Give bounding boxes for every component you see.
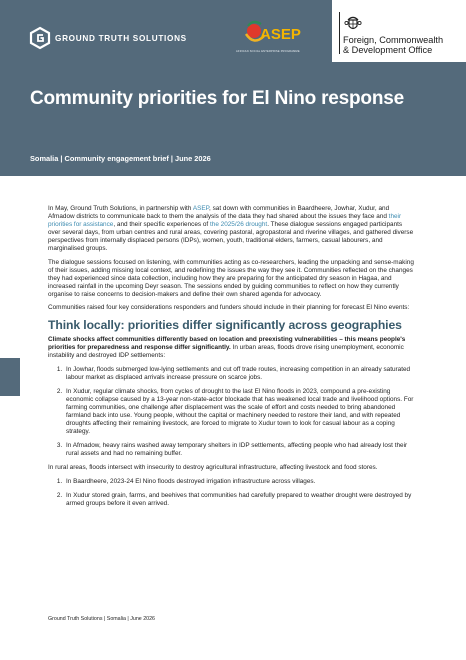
asep-logo: [236, 12, 301, 58]
page-footer: Ground Truth Solutions | Somalia | June 2026: [48, 616, 155, 622]
priorities-link[interactable]: their priorities for assistance: [48, 213, 402, 229]
intro-text-d: . These dialogue sessions engaged participants over several days, from urban centres and rural areas, covering pastoral, agropastoral and riverine villages, and gathered diverse perspectives from internally displaced persons (IDPs), women, youth, traditional elders, farmers, casual labourers, and marginalised groups.: [48, 221, 414, 253]
header-banner: [0, 0, 466, 176]
fcdo-logo-text: [343, 35, 443, 56]
section-lead-rest: In urban areas, floods drove rising unemployment, economic instability and destroyed IDP settlements:: [48, 344, 404, 360]
gts-logo: [30, 27, 187, 49]
fcdo-line-1: Foreign, Commonwealth: [343, 35, 444, 45]
section-heading: Think locally: priorities differ significantly across geographies: [48, 318, 402, 333]
section-lead-bold: Climate shocks affect communities differently based on location and preexisting vulnerabilities – this means people's priorities for preparedness and response differ significantly.: [48, 336, 406, 352]
rural-list: [48, 478, 416, 508]
asep-wordmark: ASEP: [260, 26, 301, 43]
royal-crest-icon: [344, 14, 362, 32]
gts-logo-text: GROUND TRUTH SOLUTIONS: [55, 33, 187, 43]
logo-bar: [0, 0, 466, 62]
page-subtitle: Somalia | Community engagement brief | June 2026: [30, 154, 211, 163]
intro-paragraph-1: [48, 205, 416, 254]
fcdo-line-2: & Development Office: [343, 45, 433, 56]
list-item: 1. In Baardheere, 2023-24 El Nino floods destroyed irrigation infrastructure across villages.: [64, 478, 416, 486]
rural-intro-paragraph: In rural areas, floods intersect with insecurity to destroy agricultural infrastructure, affecting livestock and food stores.: [48, 464, 378, 472]
intro-paragraph-2: The dialogue sessions focused on listening, with communities acting as co-researchers, leading the unpacking and sense-making of their issues, adding missing local context, and redefining the issues the way they see it. Communities reflected on the changes they had experienced since data collection, including how they are preparing for the anticipated dry season in Hagaa, and increased rainfall in the upcoming Deyr season. The sessions ended by guiding communities to reflect on how they currently organise to raise concerns to decision-makers and define their own shared agenda for advocacy.: [48, 258, 414, 298]
page-title: Community priorities for El Nino response: [30, 88, 404, 109]
side-tab-marker: [0, 358, 20, 396]
urban-list: [48, 366, 416, 459]
document-body: [48, 205, 416, 514]
gts-hexagon-icon: [30, 27, 50, 49]
fcdo-divider: [339, 12, 340, 54]
list-item: 2. In Xudur stored grain, farms, and beehives that communities had carefully prepared to weather drought were destroyed by armed groups before it even arrived.: [64, 492, 416, 508]
list-item: 3. In Afmadow, heavy rains washed away temporary shelters in IDP settlements, affecting people who had already lost their rural assets and had no remaining buffer.: [64, 442, 416, 458]
intro-text-b: , sat down with communities in Baardheere, Jowhar, Xudur, and Afmadow districts to communicate back to them the analysis of the data they had shared about the issues they face and: [48, 205, 390, 221]
intro-text-a: In May, Ground Truth Solutions, in partnership with: [48, 205, 193, 212]
list-item: 2. In Xudur, regular climate shocks, from cycles of drought to the last El Nino floods in 2023, compound a pre-existing economic collapse caused by a 13-year non-state-actor blockade that has weakened local trade and livelihood options. For farming communities, one challenge after displacement was the scale of effort and costs needed to bring abandoned farmland back into use. Young people, without the capital or machinery needed to restore their land, and with repeated droughts affecting their remaining livestock, are forced to migrate to Xudur town to look for casual labour as a coping strategy.: [64, 388, 416, 437]
intro-text-c: , and their specific experiences of: [113, 221, 210, 229]
asep-link[interactable]: ASEP: [192, 205, 210, 212]
asep-mark-icon: [236, 12, 301, 50]
list-item: 1. In Jowhar, floods submerged low-lying settlements and cut off trade routes, increasing competition in an already saturated labour market as displaced arrivals increase pressure on scarce jobs.: [64, 366, 416, 382]
section-lead-paragraph: [48, 336, 416, 360]
drought-link[interactable]: the 2025/26 drought: [209, 221, 268, 229]
asep-tagline: AFRICAN SOCIAL ENTERPRISE PROGRAMME: [236, 50, 300, 53]
intro-paragraph-3: Communities raised four key considerations responders and funders should include in their planning for forecast El Nino events:: [48, 304, 410, 312]
